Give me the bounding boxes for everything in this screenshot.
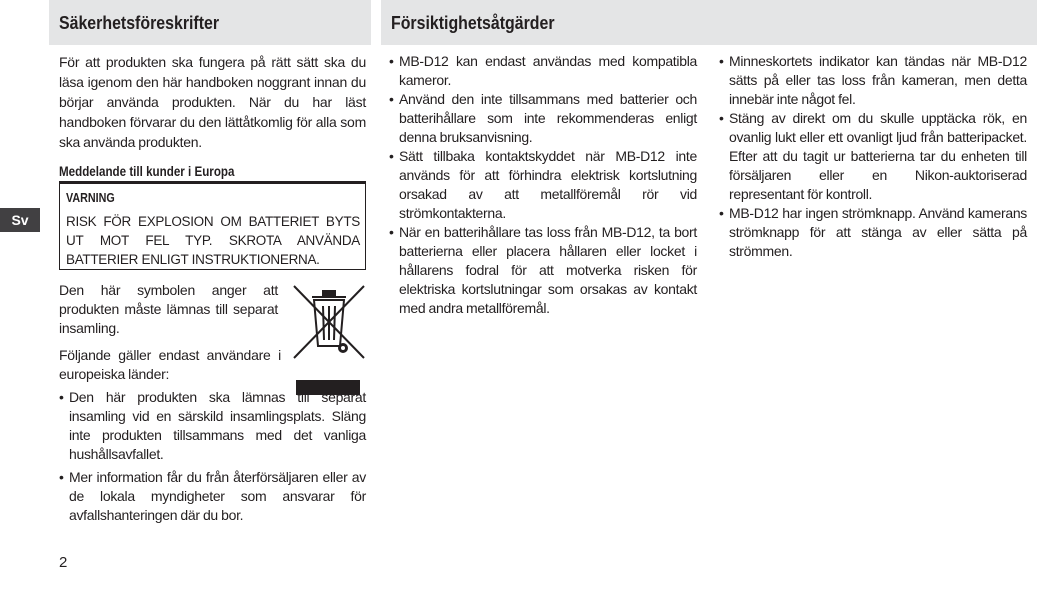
- list-item-text: Stäng av direkt om du skulle upptäcka rök, en ovanlig lukt eller ett ovanligt ljud från batteripacket. Efter att du tagit ur batterierna tar du enheten till försäljaren eller en Nikon-auktoriserad representant för kontroll.: [729, 110, 1027, 202]
- section-header-safety: [49, 0, 371, 45]
- list-item: [59, 388, 366, 464]
- precautions-list-column-2: [719, 52, 1027, 261]
- warning-text: RISK FÖR EXPLOSION OM BATTERIET BYTS UT MOT FEL TYP. SKROTA ANVÄNDA BATTERIER ENLIGT INSTRUKTIONERNA.: [66, 214, 360, 267]
- list-item-text: Minneskortets indikator kan tändas när MB-D12 sätts på eller tas loss från kameran, men detta innebär inte något fel.: [729, 53, 1027, 107]
- warning-box: [59, 182, 366, 270]
- list-item: [59, 468, 366, 525]
- list-item: [389, 52, 697, 90]
- crossed-out-bin-icon: [290, 282, 368, 362]
- list-item-text: Sätt tillbaka kontaktskyddet när MB-D12 inte används för att förhindra elektrisk kortslutning orsakad av att metallföremål rör vid strömkontakterna.: [399, 148, 697, 221]
- warning-title: [66, 189, 360, 208]
- list-item: [719, 204, 1027, 261]
- section-title-precautions: Försiktighetsåtgärder: [391, 11, 555, 33]
- section-title-safety: Säkerhetsföreskrifter: [59, 11, 220, 33]
- list-item-text: Använd den inte tillsammans med batterier och batterihållare som inte rekommenderas enligt denna bruksanvisning.: [399, 91, 697, 145]
- list-item-text: När en batterihållare tas loss från MB-D12, ta bort batterierna eller placera hållaren eller locket i hållarens fodral för att motverka risken för elektriska kortslutningar som orsakas av kontakt med andra metallföremål.: [399, 224, 697, 316]
- list-item-text: MB-D12 kan endast användas med kompatibla kameror.: [399, 53, 697, 88]
- list-item-text: Den här produkten ska lämnas till separat insamling vid en särskild insamlingsplats. Släng inte produkten tillsammans med det vanliga hushållsavfallet.: [69, 389, 366, 462]
- warning-title-text: VARNING: [66, 191, 115, 205]
- notice-heading: [59, 162, 366, 182]
- symbol-paragraph: Den här symbolen anger att produkten måste lämnas till separat insamling.: [59, 282, 278, 336]
- list-item: [389, 90, 697, 147]
- list-item: [389, 147, 697, 223]
- page-number: 2: [59, 554, 68, 571]
- section-header-precautions: [381, 0, 1037, 45]
- list-item: [719, 109, 1027, 204]
- precautions-list-column-1: [389, 52, 697, 318]
- language-tab: Sv: [0, 208, 40, 232]
- notice-title: Meddelande till kunder i Europa: [59, 164, 235, 179]
- list-item-text: MB-D12 har ingen strömknapp. Använd kamerans strömknapp för att stänga av eller sätta på strömmen.: [729, 205, 1027, 259]
- eu-bullet-list: [59, 388, 366, 525]
- eu-paragraph: Följande gäller endast användare i europeiska länder:: [59, 347, 281, 382]
- intro-paragraph: För att produkten ska fungera på rätt sätt ska du läsa igenom den här handboken noggrant innan du börjar använda produkten. När du har läst handboken förvarar du den lättåtkomlig för alla som ska använda produkten.: [59, 54, 366, 150]
- list-item: [389, 223, 697, 318]
- list-item-text: Mer information får du från återförsäljaren eller av de lokala myndigheter som ansvarar för avfallshanteringen där du bor.: [69, 469, 366, 523]
- list-item: [719, 52, 1027, 109]
